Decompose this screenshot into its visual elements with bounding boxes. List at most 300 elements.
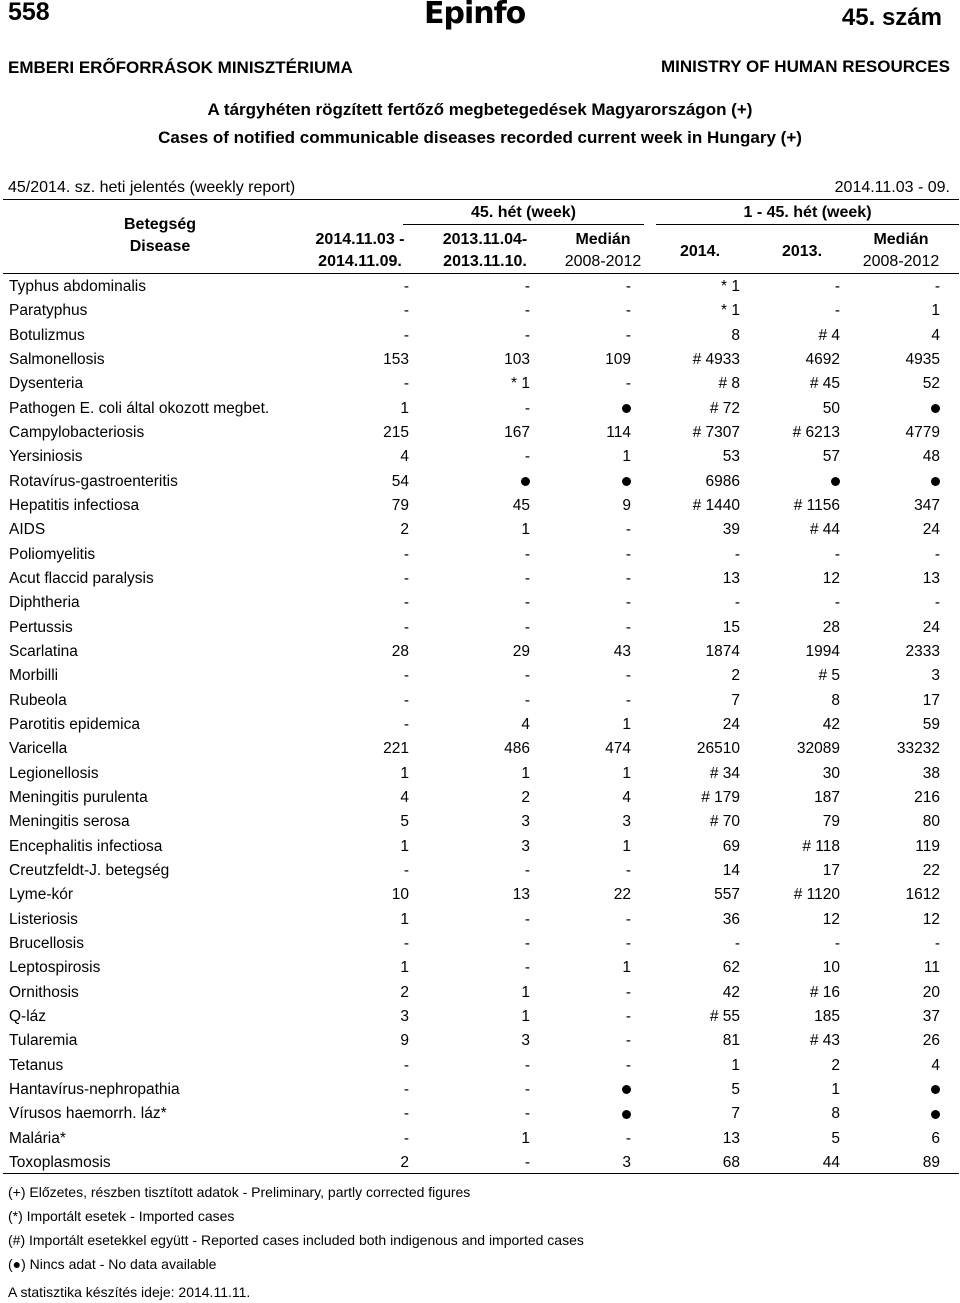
issue-number: 45. szám (841, 4, 942, 31)
cell-value: 109 (605, 350, 631, 368)
cell-value: # 6213 (792, 423, 840, 441)
cell-value: # 5 (818, 667, 840, 685)
cell-value: - (524, 1056, 530, 1074)
disease-name: Dysenteria (9, 375, 84, 393)
col-header-line: 2013.11.10. (443, 253, 527, 270)
cell-value: 15 (722, 618, 740, 636)
cell-value: 12 (822, 569, 840, 587)
cell-value: - (524, 545, 530, 563)
cell-value: 54 (391, 472, 409, 490)
cell-value: 119 (915, 837, 940, 855)
cell-value: - (524, 326, 530, 344)
footnote-hash: (#) Importált esetekkel együtt - Reported cases included both indigenous and imported cases (8, 1232, 584, 1248)
cell-value: 26510 (696, 740, 740, 758)
cell-value: 3 (931, 667, 940, 685)
table-row (0, 640, 960, 664)
cell-value: - (625, 983, 631, 1001)
cell-value: 6986 (705, 472, 740, 490)
cell-value: - (403, 1056, 409, 1074)
cell-value: 1 (622, 764, 631, 782)
cell-value: 114 (606, 423, 631, 441)
disease-name: Diphtheria (9, 594, 80, 612)
table-row (0, 616, 960, 640)
cell-value: * 1 (721, 278, 740, 295)
cell-value: # 16 (809, 983, 840, 1001)
cell-value: - (524, 278, 530, 295)
cell-value: 9 (622, 496, 631, 514)
cumulative-group-header: 1 - 45. hét (week) (743, 204, 872, 221)
cell-value: # 118 (802, 837, 840, 855)
disease-name: Paratyphus (9, 302, 88, 320)
cell-value: 1 (400, 910, 409, 928)
cell-value: # 1156 (793, 496, 840, 514)
cell-value: - (834, 302, 840, 320)
disease-name: Pathogen E. coli által okozott megbet. (9, 399, 270, 417)
table-row (0, 908, 960, 932)
cell-value: 216 (914, 788, 940, 806)
stat-date: A statisztika készítés ideje: 2014.11.11. (8, 1284, 251, 1300)
disease-name: Acut flaccid paralysis (9, 569, 154, 587)
cell-value: - (734, 594, 740, 612)
cell-value: # 43 (809, 1032, 840, 1050)
table-row (0, 445, 960, 469)
disease-name: Lyme-kór (9, 886, 74, 904)
cell-value: 2 (400, 1153, 409, 1171)
cell-value: 9 (400, 1032, 409, 1050)
cell-value: 1994 (805, 642, 840, 660)
cell-value: 1 (521, 764, 530, 782)
cell-value: 33232 (896, 740, 940, 758)
cell-value: 50 (822, 399, 840, 417)
disease-name: Meningitis purulenta (9, 788, 148, 806)
cell-value: 8 (831, 691, 840, 709)
cell-value: 30 (822, 764, 840, 782)
cell-value: 89 (922, 1153, 940, 1171)
cell-value: 1612 (905, 886, 940, 904)
cell-value: 4935 (905, 350, 940, 368)
disease-name: Tularemia (9, 1032, 78, 1050)
col-header-line: Medián (575, 231, 631, 248)
footnote-no-data: (●) Nincs adat - No data available (8, 1256, 217, 1272)
cell-value: 81 (722, 1032, 740, 1050)
cell-value: # 179 (701, 788, 740, 806)
disease-name: Malária* (9, 1129, 66, 1147)
cell-value: - (625, 521, 631, 539)
cell-value: - (403, 715, 409, 733)
disease-name: Toxoplasmosis (9, 1153, 111, 1171)
cell-value: 45 (512, 496, 530, 514)
cell-value: - (524, 1153, 530, 1171)
disease-name: Brucellosis (9, 934, 84, 952)
cell-value: 1 (622, 959, 631, 977)
cell-value: - (625, 326, 631, 344)
disease-name: Salmonellosis (9, 350, 105, 368)
cell-value: 79 (391, 496, 409, 514)
cell-value: # 1120 (793, 886, 840, 904)
no-data-dot-icon (931, 1078, 940, 1102)
col-header-2013: 2013. (781, 243, 823, 260)
cell-value: 2 (400, 983, 409, 1001)
cell-value: # 45 (809, 375, 840, 393)
cell-value: 1 (400, 959, 409, 977)
cell-value: - (625, 302, 631, 320)
cell-value: 42 (722, 983, 740, 1001)
cell-value: 3 (521, 1032, 530, 1050)
disease-name: Pertussis (9, 618, 73, 636)
cell-value: 2 (731, 667, 740, 685)
cell-value: 53 (722, 448, 740, 466)
table-row (0, 1078, 960, 1102)
cell-value: - (524, 1105, 530, 1123)
cumulative-group-rule (656, 224, 959, 225)
cell-value: 52 (922, 375, 940, 393)
cell-value: 12 (822, 910, 840, 928)
no-data-dot-icon (622, 1078, 631, 1102)
cell-value: 557 (714, 886, 740, 904)
cell-value: * 1 (721, 302, 740, 320)
cell-value: - (625, 1032, 631, 1050)
cell-value: 1 (521, 1007, 530, 1025)
table-row (0, 1127, 960, 1151)
ministry-name-hu: EMBERI ERŐFORRÁSOK MINISZTÉRIUMA (8, 58, 353, 77)
table-row (0, 1102, 960, 1126)
table-row (0, 737, 960, 761)
cell-value: 5 (731, 1080, 740, 1098)
cell-value: 62 (722, 959, 740, 977)
col-header-2014: 2014. (679, 243, 721, 260)
cell-value: - (403, 1080, 409, 1098)
no-data-dot-icon (622, 397, 631, 421)
disease-name: AIDS (9, 521, 46, 539)
cell-value: - (625, 1007, 631, 1025)
cell-value: - (934, 545, 940, 563)
disease-name: Scarlatina (9, 642, 78, 660)
report-label: 45/2014. sz. heti jelentés (weekly report) (8, 179, 296, 196)
table-row (0, 713, 960, 737)
cell-value: - (625, 618, 631, 636)
cell-value: # 55 (709, 1007, 740, 1025)
table-row (0, 762, 960, 786)
table-row (0, 348, 960, 372)
cell-value: 187 (814, 788, 840, 806)
cell-value: - (625, 375, 631, 393)
disease-name: Tetanus (9, 1056, 64, 1074)
cell-value: 10 (391, 886, 409, 904)
cell-value: - (734, 934, 740, 952)
cell-value: 1 (622, 448, 631, 466)
cell-value: 7 (731, 691, 740, 709)
cell-value: - (625, 545, 631, 563)
cell-value: 1 (731, 1056, 740, 1074)
table-row (0, 324, 960, 348)
cell-value: 26 (922, 1032, 940, 1050)
cell-value: 1874 (705, 642, 740, 660)
cell-value: 42 (822, 715, 840, 733)
cell-value: - (934, 594, 940, 612)
table-row (0, 883, 960, 907)
disease-name: Encephalitis infectiosa (9, 837, 163, 855)
table-title-en: Cases of notified communicable diseases recorded current week in Hungary (+) (158, 128, 802, 147)
table-row (0, 932, 960, 956)
table-row (0, 689, 960, 713)
table-row (0, 981, 960, 1005)
cell-value: - (403, 326, 409, 344)
disease-name: Rotavírus-gastroenteritis (9, 472, 178, 490)
cell-value: # 8 (718, 375, 740, 393)
cell-value: - (403, 1105, 409, 1123)
cell-value: - (734, 545, 740, 563)
table-row (0, 1029, 960, 1053)
cell-value: 4692 (805, 350, 840, 368)
table-top-rule (3, 199, 959, 200)
cell-value: 215 (383, 423, 409, 441)
col-header-line: 2014.11.03 - (315, 231, 405, 248)
cell-value: 69 (722, 837, 740, 855)
cell-value: 28 (391, 642, 409, 660)
cell-value: # 7307 (692, 423, 740, 441)
cell-value: # 44 (809, 521, 840, 539)
cell-value: 14 (722, 861, 740, 879)
cell-value: 4 (931, 326, 940, 344)
cell-value: 38 (922, 764, 940, 782)
cell-value: 4 (400, 448, 409, 466)
cell-value: 347 (914, 496, 940, 514)
no-data-dot-icon (622, 470, 631, 494)
disease-name: Varicella (9, 740, 68, 758)
cell-value: 103 (504, 350, 530, 368)
report-dates: 2014.11.03 - 09. (834, 179, 950, 196)
cell-value: 5 (831, 1129, 840, 1147)
cell-value: 59 (922, 715, 940, 733)
cell-value: - (524, 861, 530, 879)
cell-value: # 70 (709, 813, 740, 831)
cell-value: 221 (383, 740, 409, 758)
disease-name: Typhus abdominalis (9, 278, 146, 295)
cell-value: 1 (622, 837, 631, 855)
cell-value: 80 (922, 813, 940, 831)
table-row (0, 275, 960, 299)
cell-value: - (524, 569, 530, 587)
cell-value: 24 (922, 618, 940, 636)
table-row (0, 518, 960, 542)
cell-value: - (524, 667, 530, 685)
cell-value: 1 (931, 302, 940, 320)
cell-value: 13 (722, 569, 740, 587)
table-row (0, 299, 960, 323)
cell-value: 17 (822, 861, 840, 879)
page-number: 558 (8, 0, 50, 26)
disease-name: Rubeola (9, 691, 67, 709)
cell-value: - (934, 278, 940, 295)
table-row (0, 664, 960, 688)
cell-value: 10 (822, 959, 840, 977)
cell-value: 13 (922, 569, 940, 587)
cell-value: 2 (831, 1056, 840, 1074)
table-row (0, 1005, 960, 1029)
cell-value: 44 (822, 1153, 840, 1171)
cell-value: 4 (400, 788, 409, 806)
cell-value: 28 (822, 618, 840, 636)
week-group-rule (403, 224, 644, 225)
col-header-cumulative-median (846, 229, 956, 273)
table-row (0, 470, 960, 494)
disease-header-en: Disease (129, 238, 191, 255)
disease-name: Yersiniosis (9, 448, 83, 466)
disease-name: Parotitis epidemica (9, 715, 140, 733)
cell-value: 22 (922, 861, 940, 879)
cell-value: 20 (922, 983, 940, 1001)
cell-value: - (834, 278, 840, 295)
cell-value: 3 (622, 1153, 631, 1171)
cell-value: 4 (622, 788, 631, 806)
cell-value: - (403, 594, 409, 612)
cell-value: - (403, 618, 409, 636)
cell-value: - (524, 1080, 530, 1098)
cell-value: 79 (822, 813, 840, 831)
cell-value: 474 (605, 740, 631, 758)
cell-value: - (625, 861, 631, 879)
cell-value: 1 (622, 715, 631, 733)
cell-value: 57 (822, 448, 840, 466)
disease-header (95, 214, 225, 258)
disease-name: Creutzfeldt-J. betegség (9, 861, 170, 879)
disease-name: Q-láz (9, 1007, 47, 1025)
cell-value: - (403, 691, 409, 709)
cell-value: # 1440 (692, 496, 740, 514)
ministry-name-en: MINISTRY OF HUMAN RESOURCES (660, 57, 950, 76)
cell-value: - (524, 959, 530, 977)
table-row (0, 543, 960, 567)
table-row (0, 835, 960, 859)
cell-value: - (625, 910, 631, 928)
cell-value: 1 (400, 399, 409, 417)
cell-value: 3 (400, 1007, 409, 1025)
table-row (0, 1054, 960, 1078)
col-header-week-median (548, 229, 658, 273)
cell-value: - (934, 934, 940, 952)
disease-name: Meningitis serosa (9, 813, 130, 831)
cell-value: 36 (722, 910, 740, 928)
cell-value: - (403, 861, 409, 879)
cell-value: 8 (731, 326, 740, 344)
col-header-line: Medián (873, 231, 929, 248)
cell-value: - (524, 594, 530, 612)
cell-value: 48 (922, 448, 940, 466)
cell-value: - (403, 1129, 409, 1147)
cell-value: 13 (722, 1129, 740, 1147)
cell-value: - (403, 667, 409, 685)
disease-name: Poliomyelitis (9, 545, 96, 563)
table-row (0, 1151, 960, 1175)
col-header-line: 2014.11.09. (318, 253, 402, 270)
cell-value: 1 (831, 1080, 840, 1098)
cell-value: - (834, 594, 840, 612)
no-data-dot-icon (931, 470, 940, 494)
cell-value: 24 (922, 521, 940, 539)
disease-name: Listeriosis (9, 910, 78, 928)
table-row (0, 397, 960, 421)
no-data-dot-icon (831, 470, 840, 494)
cell-value: 43 (613, 642, 631, 660)
cell-value: 2333 (905, 642, 940, 660)
cell-value: # 4933 (692, 350, 740, 368)
week-group-header: 45. hét (week) (471, 204, 576, 221)
cell-value: 153 (383, 350, 409, 368)
disease-name: Vírusos haemorrh. láz* (9, 1105, 167, 1123)
table-row (0, 859, 960, 883)
disease-name: Ornithosis (9, 983, 79, 1001)
cell-value: 4 (931, 1056, 940, 1074)
cell-value: 7 (731, 1105, 740, 1123)
table-title-hu: A tárgyhéten rögzített fertőző megbetegedések Magyarországon (+) (207, 100, 753, 119)
disease-name: Hantavírus-nephropathia (9, 1080, 180, 1098)
cell-value: - (403, 302, 409, 320)
cell-value: 24 (722, 715, 740, 733)
cell-value: # 4 (818, 326, 840, 344)
cell-value: # 34 (709, 764, 740, 782)
cell-value: - (625, 569, 631, 587)
cell-value: - (834, 934, 840, 952)
cell-value: 3 (521, 813, 530, 831)
table-row (0, 421, 960, 445)
table-row (0, 786, 960, 810)
cell-value: 185 (814, 1007, 840, 1025)
cell-value: - (625, 594, 631, 612)
table-row (0, 810, 960, 834)
cell-value: - (524, 910, 530, 928)
disease-name: Campylobacteriosis (9, 423, 145, 441)
cell-value: - (403, 545, 409, 563)
cell-value: 1 (521, 521, 530, 539)
cell-value: 29 (512, 642, 530, 660)
cell-value: 3 (521, 837, 530, 855)
cell-value: 32089 (796, 740, 840, 758)
cell-value: 11 (923, 959, 940, 977)
cell-value: 68 (722, 1153, 740, 1171)
cell-value: 1 (400, 764, 409, 782)
cell-value: 4 (521, 715, 530, 733)
table-header-rule (3, 273, 959, 274)
cell-value: - (625, 278, 631, 295)
table-row (0, 372, 960, 396)
cell-value: 22 (613, 886, 631, 904)
cell-value: - (625, 1056, 631, 1074)
disease-name: Morbilli (9, 667, 59, 685)
cell-value: * 1 (511, 375, 530, 393)
col-header-line: 2008-2012 (564, 253, 642, 270)
disease-name: Hepatitis infectiosa (9, 496, 140, 514)
table-row (0, 956, 960, 980)
disease-name: Leptospirosis (9, 959, 101, 977)
cell-value: 8 (831, 1105, 840, 1123)
cell-value: - (625, 934, 631, 952)
cell-value: - (524, 399, 530, 417)
cell-value: - (403, 569, 409, 587)
cell-value: - (834, 545, 840, 563)
cell-value: - (625, 1129, 631, 1147)
cell-value: 1 (400, 837, 409, 855)
cell-value: 3 (622, 813, 631, 831)
cell-value: - (524, 934, 530, 952)
col-header-prev-year-week (425, 229, 545, 273)
cell-value: - (524, 302, 530, 320)
cell-value: - (625, 691, 631, 709)
cell-value: 5 (400, 813, 409, 831)
cell-value: 17 (922, 691, 940, 709)
disease-name: Botulizmus (9, 326, 85, 344)
cell-value: 167 (504, 423, 530, 441)
footnote-imported: (*) Importált esetek - Imported cases (8, 1208, 235, 1224)
